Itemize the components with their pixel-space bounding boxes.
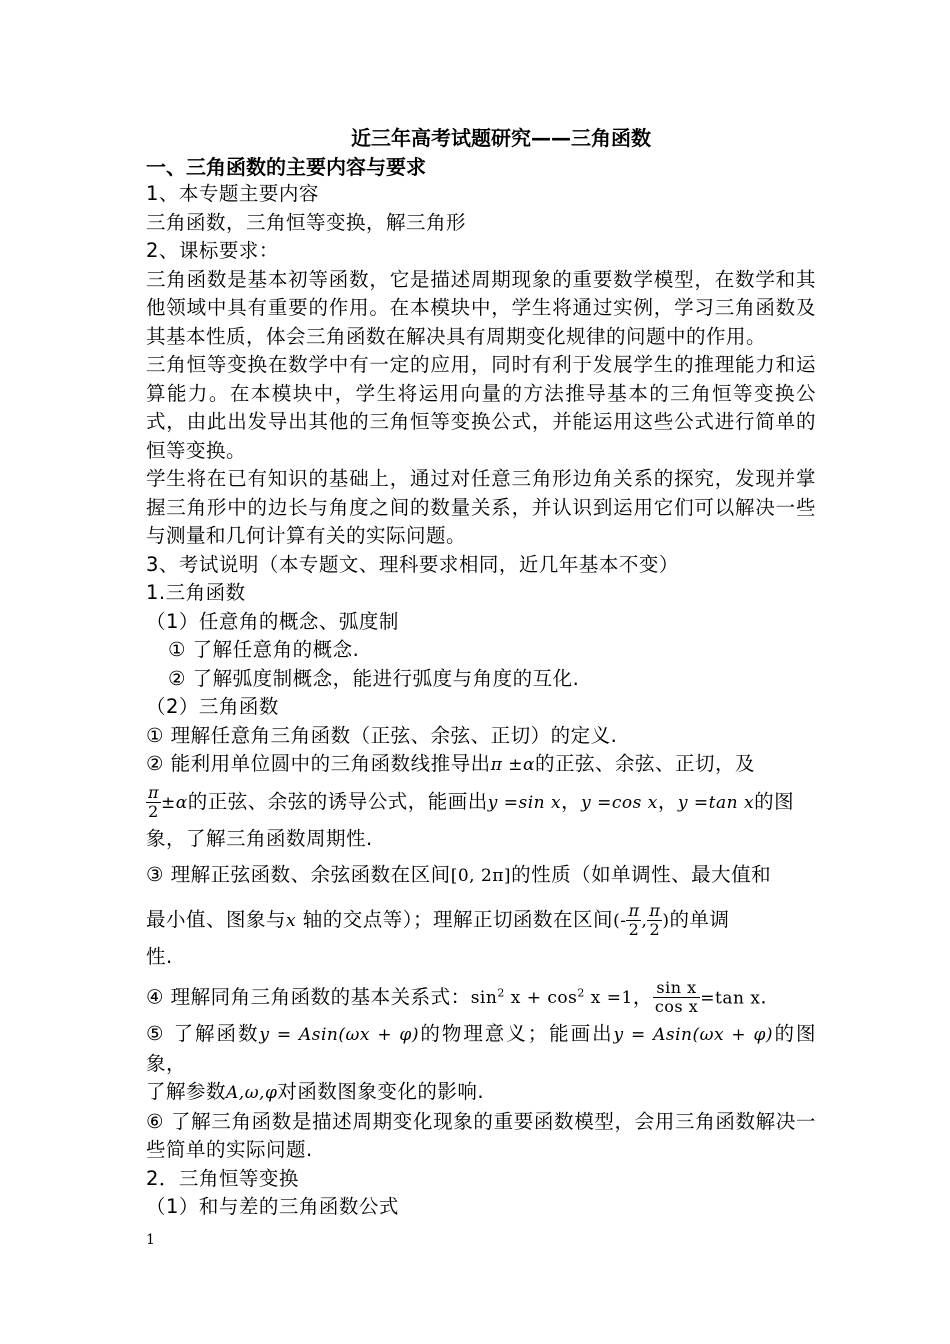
formula-sin: y =sin x	[487, 792, 562, 813]
paragraph-identities: 三角恒等变换在数学中有一定的应用，同时有利于发展学生的推理能力和运算能力。在本模块中，学生将运用向量的方法推导基本的三角恒等变换公式，由此出发导出其他的三角恒等变换公式，并能运用这些公式进行简单的恒等变换。	[146, 353, 816, 462]
paragraph-triangles: 学生将在已有知识的基础上，通过对任意三角形边角关系的探究，发现并掌握三角形中的边长与角度之间的数量关系，并认识到运用它们可以解决一些与测量和几何计算有关的实际问题。	[146, 467, 816, 547]
formula-params: A,ω,φ	[226, 1083, 278, 1104]
item-monotonic-end: 性.	[146, 945, 173, 968]
item-sum-difference: （1）和与差的三角函数公式	[146, 1195, 399, 1219]
item-radian-concept: ② 了解弧度制概念，能进行弧度与角度的互化.	[168, 666, 580, 690]
content-list: 三角函数，三角恒等变换，解三角形	[146, 210, 467, 234]
item-angle-concept: ① 了解任意角的概念.	[168, 638, 360, 661]
fraction-neg-pi-over-2: $\frac{\pi}{2}$	[628, 901, 640, 939]
fraction-pi-over-2: $\frac{\pi}{2}$	[148, 782, 160, 821]
subheading-exam: 3、考试说明（本专题文、理科要求相同，近几年基本不变）	[146, 552, 679, 576]
subheading-standards: 2、课标要求：	[146, 239, 279, 262]
item-induction-line1: ② 能利用单位圆中的三角函数线推导出π ±α的正弦、余弦、正切，及	[146, 752, 756, 775]
formula-pi-alpha: π ±α	[490, 755, 535, 775]
page-title: 近三年高考试题研究——三角函数	[351, 126, 651, 150]
item-periodicity: 象，了解三角函数周期性.	[146, 826, 373, 850]
page-number: 1	[146, 1232, 155, 1248]
section-heading: 一、三角函数的主要内容与要求	[146, 155, 426, 179]
item-identities: 2．三角恒等变换	[146, 1166, 299, 1190]
item-physical-meaning: ⑤ 了解函数y = Asin(ωx + φ)的物理意义；能画出y = Asin(ωx + φ)的图象，	[146, 1022, 816, 1075]
formula-pythagorean: $\sin^2 x + \cos^2 x =1$	[470, 986, 633, 1009]
subheading-content: 1、本专题主要内容	[146, 182, 319, 205]
formula-cos: y =cos x	[581, 792, 658, 813]
paragraph-trig-functions: 三角函数是基本初等函数，它是描述周期现象的重要数学模型，在数学和其他领域中具有重要的作用。在本模块中，学生将通过实例，学习三角函数及其基本性质，体会三角函数在解决具有周期变化规律的问题中的作用。	[146, 267, 816, 348]
fraction-sin-over-cos: $\frac{\text{sin x}}{\text{cos x}}$	[654, 978, 699, 1017]
item-trig: 1.三角函数	[146, 581, 246, 604]
formula-interval: [0, 2π]	[450, 866, 512, 886]
item-model: ⑥ 了解三角函数是描述周期变化现象的重要函数模型，会用三角函数解决一些简单的实际问题.	[146, 1109, 816, 1162]
item-parameters: 了解参数A,ω,φ对函数图象变化的影响.	[146, 1080, 485, 1104]
fraction-pi-over-2-b: $\frac{\pi}{2}$	[649, 901, 661, 939]
item-induction-line2: $\frac{\pi}{2}$ ±α的正弦、余弦的诱导公式，能画出y =sin x，y =cos x，y =tan x的图	[148, 782, 795, 821]
item-properties-line1: ③ 理解正弦函数、余弦函数在区间[0, 2π]的性质（如单调性、最大值和	[146, 863, 772, 886]
item-basic-relations: ④ 理解同角三角函数的基本关系式：$\sin^2 x + \cos^2 x =1$， $\frac{\text{sin x}}{\text{cos x}}$ =tan x.	[146, 978, 768, 1017]
item-definition: ① 理解任意角三角函数（正弦、余弦、正切）的定义.	[146, 723, 618, 747]
formula-tan: y =tan x	[677, 792, 755, 813]
formula-asin: y = Asin(ωx + φ)	[259, 1025, 419, 1046]
item-properties-line2: 最小值、图象与x 轴的交点等）；理解正切函数在区间(- $\frac{\pi}{2}$ , $\frac{\pi}{2}$ )的单调	[146, 901, 730, 939]
document-page	[146, 122, 816, 1222]
item-angle-radian: （1）任意角的概念、弧度制	[146, 609, 399, 633]
item-trig-functions: （2）三角函数	[146, 695, 279, 718]
formula-asin-b: y = Asin(ωx + φ)	[613, 1025, 774, 1046]
